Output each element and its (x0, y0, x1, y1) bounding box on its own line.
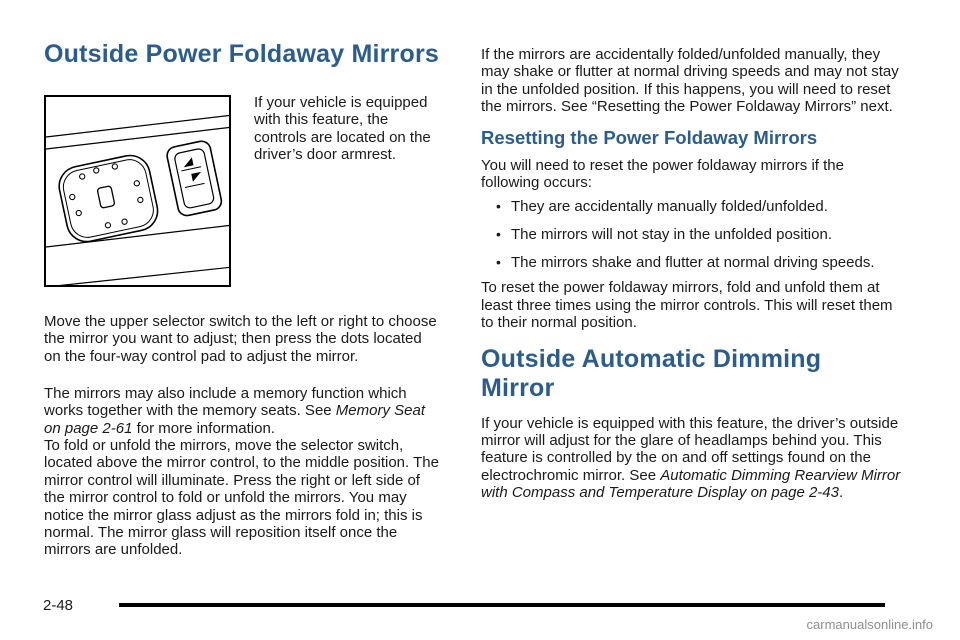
fold-selector-switch (165, 140, 223, 218)
four-way-control-pad (55, 152, 161, 245)
list-item: • The mirrors shake and flutter at normal driving speeds. (496, 254, 875, 272)
paragraph-accidental-fold: If the mirrors are accidentally folded/unfolded manually, they may shake or flutter at normal driving speeds and may not stay in the unfolded position. If this happens, you will need to reset the mirrors. See “Resetting the Power Foldaway Mirrors” next. (481, 46, 899, 116)
bullet-icon: • (496, 198, 501, 215)
section-title-auto-dimming: Outside Automatic Dimming Mirror (481, 344, 822, 402)
left-column (44, 40, 440, 559)
reset-intro: You will need to reset the power foldaway mirrors if the following occurs: (481, 156, 844, 192)
reset-instructions: To reset the power foldaway mirrors, fold and unfold them at least three times using the mirror controls. This will reset them to their normal position. (481, 279, 893, 332)
dimming-mirror-reference: Automatic Dimming Rearview Mirror with Compass and Temperature Display on page 2-43 (481, 466, 901, 502)
list-item: • The mirrors will not stay in the unfolded position. (496, 226, 832, 244)
paragraph-fold: To fold or unfold the mirrors, move the selector switch, located above the mirror control, to the middle position. The mirror control will illuminate. Press the right or left side of the mirror control to fold or unfold the mirrors. You may notice the mirror glass adjust as the mirrors fold in; this is normal. The mirror glass will reposition itself once the mirrors are unfolded. (44, 437, 439, 559)
bullet-icon: • (496, 254, 501, 271)
reset-conditions-list (481, 196, 901, 273)
list-item: • They are accidentally manually folded/unfolded. (496, 198, 828, 216)
mirror-switch-drawing (46, 97, 231, 287)
section-title-power-foldaway: Outside Power Foldaway Mirrors (44, 40, 439, 68)
paragraph-memory (44, 385, 440, 437)
subsection-title-reset: Resetting the Power Foldaway Mirrors (481, 126, 818, 148)
watermark: carmanualsonline.info (806, 617, 933, 632)
paragraph-selector: Move the upper selector switch to the left or right to choose the mirror you want to adjust; then press the dots located on the four-way control pad to adjust the mirror. (44, 313, 437, 365)
intro-text: If your vehicle is equipped with this feature, the controls are located on the driver’s door armrest. (254, 94, 431, 164)
memory-seat-reference: Memory Seat on page 2-61 (44, 402, 425, 437)
page-number: 2-48 (43, 597, 74, 614)
mirror-control-illustration (44, 95, 231, 287)
paragraph-auto-dimming (481, 415, 901, 502)
dimming-text-b: . (838, 484, 844, 502)
right-column (481, 46, 901, 502)
dimming-text-a: If your vehicle is equipped with this feature, the driver’s outside mirror will adjust for the glare of headlamps behind you. This feature is controlled by the on and off settings found on the electrochromic mirror. See (481, 414, 899, 484)
bullet-icon: • (496, 226, 501, 243)
footer-rule (119, 603, 885, 607)
memory-text-a: The mirrors may also include a memory function which works together with the memory seats. See (44, 385, 407, 420)
memory-text-b: for more information. (132, 419, 275, 437)
